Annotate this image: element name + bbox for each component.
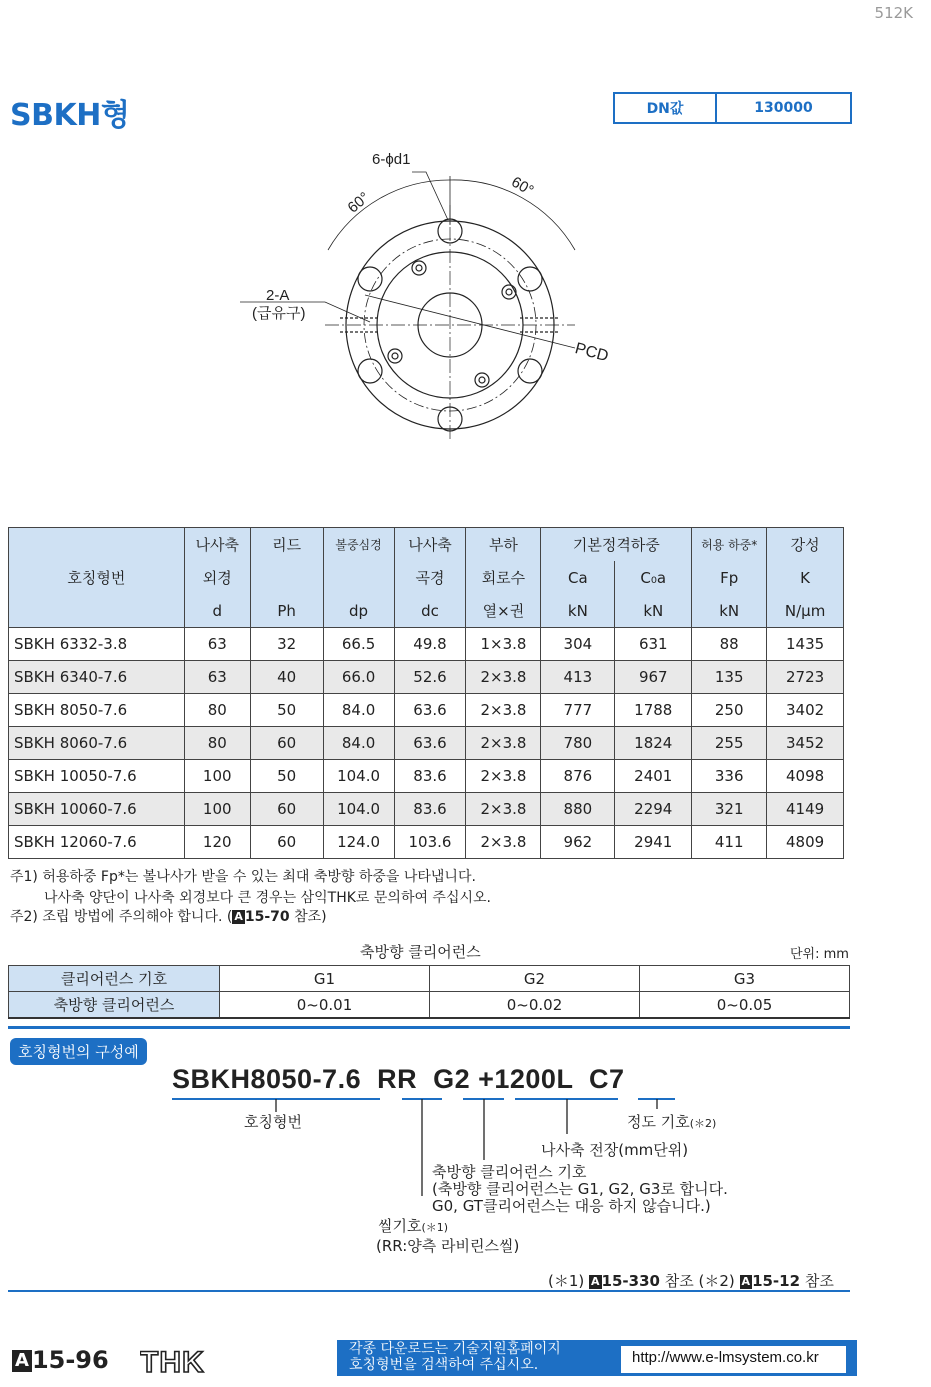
value-cell: 63.6 <box>394 727 466 760</box>
ref-1-mark: (＊1) <box>548 1272 585 1290</box>
ref-1-suffix: 참조 <box>664 1272 694 1290</box>
header-c0a-unit: kN <box>615 594 692 628</box>
header-rated-load: 기본정격하중 <box>541 528 692 562</box>
value-cell: 2×3.8 <box>466 826 541 859</box>
value-cell: 104.0 <box>323 793 394 826</box>
note-2-suffix: 참조) <box>289 909 327 925</box>
header-model: 호칭형번 <box>9 528 185 628</box>
value-cell: 52.6 <box>394 661 466 694</box>
footer-page-box: A <box>12 1350 32 1372</box>
flange-drawing <box>230 140 630 440</box>
value-cell: 250 <box>692 694 767 727</box>
value-cell: 1×3.8 <box>466 628 541 661</box>
table-row <box>9 727 931 760</box>
value-cell: 88 <box>692 628 767 661</box>
value-cell: 413 <box>541 661 615 694</box>
label-seal <box>378 1218 448 1236</box>
value-cell: 60 <box>250 793 323 826</box>
header-root-dia-unit: dc <box>394 594 466 628</box>
value-cell: 631 <box>615 628 692 661</box>
header-lead-2 <box>250 561 323 594</box>
angle-left-label: 60° <box>344 188 373 217</box>
clearance-g2-value: 0~0.02 <box>430 992 640 1019</box>
value-cell: 83.6 <box>394 793 466 826</box>
clearance-table <box>8 965 850 1019</box>
value-cell: 40 <box>250 661 323 694</box>
value-cell: 66.5 <box>323 628 394 661</box>
ref-1-box: A <box>591 1275 600 1288</box>
table-row <box>9 661 931 694</box>
value-cell: 84.0 <box>323 727 394 760</box>
label-seal-sub: (RR:양측 라비린스씰) <box>376 1237 520 1255</box>
header-ball-center-unit: dp <box>323 594 394 628</box>
thk-logo <box>140 1346 230 1376</box>
label-model: 호칭형번 <box>244 1113 302 1131</box>
ref-1-link[interactable]: 15-330 <box>601 1272 660 1290</box>
note-2-prefix: 주2) 조립 방법에 주의해야 합니다. ( <box>10 909 233 925</box>
value-cell: 4098 <box>767 760 844 793</box>
table-row <box>9 628 931 661</box>
value-cell: 1824 <box>615 727 692 760</box>
model-cell: SBKH 8050-7.6 <box>9 694 185 727</box>
header-allow-2: Fp <box>692 561 767 594</box>
table-row <box>9 760 931 793</box>
label-accuracy-mark: (＊2) <box>689 1117 717 1130</box>
page-number: 512K <box>874 4 913 22</box>
screw-heads <box>388 261 516 387</box>
value-cell: 1788 <box>615 694 692 727</box>
header-ball-center-2 <box>323 561 394 594</box>
label-seal-text: 씰기호 <box>378 1217 422 1235</box>
model-cell: SBKH 8060-7.6 <box>9 727 185 760</box>
value-cell: 2×3.8 <box>466 793 541 826</box>
angle-right-label: 60° <box>508 173 537 200</box>
model-cell: SBKH 12060-7.6 <box>9 826 185 859</box>
note-1: 주1) 허용하중 Fp*는 볼나사가 받을 수 있는 최대 축방향 하중을 나타냅니다. <box>10 869 476 885</box>
model-cell: SBKH 6340-7.6 <box>9 661 185 694</box>
value-cell: 411 <box>692 826 767 859</box>
value-cell: 32 <box>250 628 323 661</box>
value-cell: 60 <box>250 826 323 859</box>
header-root-dia: 나사축 <box>394 528 466 562</box>
example-code: SBKH8050-7.6 RR G2 +1200L C7 <box>172 1064 625 1094</box>
value-cell: 84.0 <box>323 694 394 727</box>
ref-2-mark: (＊2) <box>698 1272 735 1290</box>
model-cell: SBKH 10050-7.6 <box>9 760 185 793</box>
value-cell: 120 <box>184 826 250 859</box>
value-cell: 83.6 <box>394 760 466 793</box>
value-cell: 2×3.8 <box>466 760 541 793</box>
value-cell: 2294 <box>615 793 692 826</box>
clearance-unit: 단위: mm <box>790 947 849 962</box>
value-cell: 80 <box>184 727 250 760</box>
value-cell: 63 <box>184 661 250 694</box>
label-accuracy-text: 정도 기호 <box>627 1113 690 1131</box>
ref-box: A <box>234 910 243 923</box>
value-cell: 135 <box>692 661 767 694</box>
table-row <box>9 826 931 859</box>
dn-value-box <box>613 92 852 124</box>
hole-label: 6-ϕd1 <box>372 151 411 168</box>
header-rigidity-2: K <box>767 561 844 594</box>
header-screw-od-2: 외경 <box>184 561 250 594</box>
label-clearance: 축방향 클리어런스 기호 (축방향 클리어런스는 G1, G2, G3로 합니다. G0, GT클리어런스는 대응 하지 않습니다.) <box>432 1163 728 1215</box>
value-cell: 63 <box>184 628 250 661</box>
value-cell: 4809 <box>767 826 844 859</box>
value-cell: 3452 <box>767 727 844 760</box>
value-cell: 780 <box>541 727 615 760</box>
value-cell: 4149 <box>767 793 844 826</box>
header-circuits-unit: 열×권 <box>466 594 541 628</box>
value-cell: 2723 <box>767 661 844 694</box>
footer-page-number <box>12 1346 109 1374</box>
clearance-g3: G3 <box>640 966 850 992</box>
label-accuracy <box>627 1114 716 1132</box>
header-allow: 허용 하중* <box>692 528 767 562</box>
footer-page-text: 15-96 <box>31 1346 109 1374</box>
value-cell: 876 <box>541 760 615 793</box>
value-cell: 100 <box>184 793 250 826</box>
clearance-title: 축방향 클리어런스 <box>360 943 481 961</box>
value-cell: 1435 <box>767 628 844 661</box>
dn-label: DN값 <box>615 94 717 122</box>
spec-table <box>8 527 931 859</box>
value-cell: 104.0 <box>323 760 394 793</box>
ref-2-box: A <box>741 1275 751 1288</box>
note-1-continued: 나사축 양단이 나사축 외경보다 큰 경우는 삼익THK로 문의하여 주십시오. <box>44 890 491 906</box>
value-cell: 63.6 <box>394 694 466 727</box>
table-row <box>9 793 931 826</box>
header-rigidity: 강성 <box>767 528 844 562</box>
value-cell: 80 <box>184 694 250 727</box>
note-2-ref[interactable]: 15-70 <box>244 909 290 925</box>
dn-value: 130000 <box>754 100 813 116</box>
port-label: 2-A <box>266 287 290 304</box>
header-circuits-2: 회로수 <box>466 561 541 594</box>
header-circuits: 부하 <box>466 528 541 562</box>
header-c0a: C₀a <box>615 561 692 594</box>
footer-url-link[interactable]: http://www.e-lmsystem.co.kr <box>632 1349 819 1366</box>
clearance-g2: G2 <box>430 966 640 992</box>
bottom-divider <box>8 1290 850 1292</box>
value-cell: 124.0 <box>323 826 394 859</box>
model-cell: SBKH 6332-3.8 <box>9 628 185 661</box>
clearance-g1-value: 0~0.01 <box>220 992 430 1019</box>
value-cell: 2×3.8 <box>466 661 541 694</box>
header-screw-od-unit: d <box>184 594 250 628</box>
header-allow-unit: kN <box>692 594 767 628</box>
section-divider <box>8 1026 850 1029</box>
thk-logo-text: THK <box>140 1346 205 1376</box>
value-cell: 60 <box>250 727 323 760</box>
header-ca: Ca <box>541 561 615 594</box>
value-cell: 50 <box>250 694 323 727</box>
value-cell: 336 <box>692 760 767 793</box>
value-cell: 50 <box>250 760 323 793</box>
example-badge: 호칭형번의 구성예 <box>10 1038 147 1065</box>
value-cell: 49.8 <box>394 628 466 661</box>
page-title: SBKH형 <box>10 98 130 133</box>
value-cell: 2941 <box>615 826 692 859</box>
value-cell: 100 <box>184 760 250 793</box>
model-cell: SBKH 10060-7.6 <box>9 793 185 826</box>
value-cell: 66.0 <box>323 661 394 694</box>
header-root-dia-2: 곡경 <box>394 561 466 594</box>
value-cell: 3402 <box>767 694 844 727</box>
ref-2-suffix: 참조 <box>804 1272 834 1290</box>
note-2 <box>10 906 327 926</box>
header-screw-od: 나사축 <box>184 528 250 562</box>
clearance-g3-value: 0~0.05 <box>640 992 850 1019</box>
value-cell: 255 <box>692 727 767 760</box>
header-rigidity-unit: N/μm <box>767 594 844 628</box>
header-lead: 리드 <box>250 528 323 562</box>
example-references <box>548 1270 834 1291</box>
header-ca-unit: kN <box>541 594 615 628</box>
clearance-symbol-header: 클리어런스 기호 <box>9 966 220 992</box>
value-cell: 962 <box>541 826 615 859</box>
value-cell: 321 <box>692 793 767 826</box>
value-cell: 2×3.8 <box>466 727 541 760</box>
port-sub-label: (급유구) <box>252 305 306 322</box>
clearance-g1: G1 <box>220 966 430 992</box>
header-ball-center: 볼중심경 <box>323 528 394 562</box>
header-lead-unit: Ph <box>250 594 323 628</box>
value-cell: 2401 <box>615 760 692 793</box>
ref-2-link[interactable]: 15-12 <box>752 1272 801 1290</box>
label-seal-mark: (＊1) <box>421 1221 449 1234</box>
value-cell: 103.6 <box>394 826 466 859</box>
footer-banner-text: 각종 다운로드는 기술지원홈페이지 호칭형번을 검색하여 주십시오. <box>349 1341 561 1373</box>
clearance-value-header: 축방향 클리어런스 <box>9 992 220 1019</box>
pcd-label: PCD <box>573 340 611 366</box>
value-cell: 880 <box>541 793 615 826</box>
table-row <box>9 694 931 727</box>
value-cell: 967 <box>615 661 692 694</box>
value-cell: 2×3.8 <box>466 694 541 727</box>
label-length: 나사축 전장(mm단위) <box>541 1141 689 1159</box>
value-cell: 777 <box>541 694 615 727</box>
value-cell: 304 <box>541 628 615 661</box>
